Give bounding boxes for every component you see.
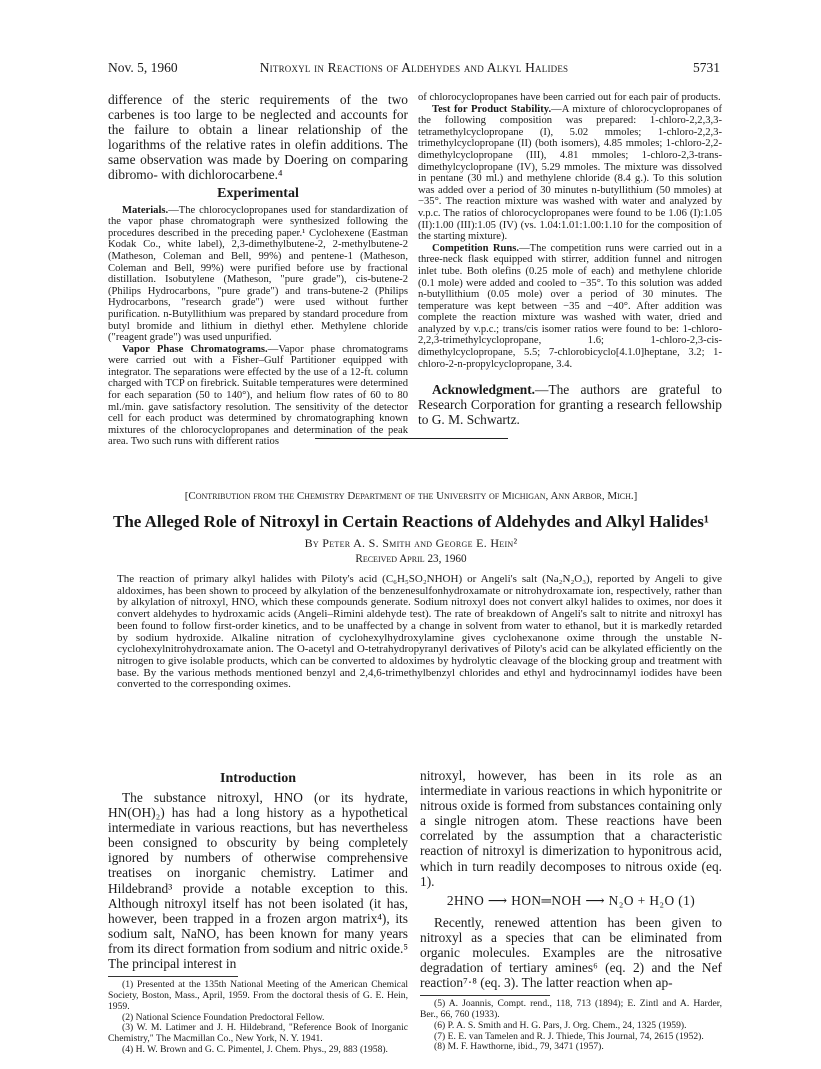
vpc-text: —Vapor phase chromatograms were carried out with a Fisher–Gulf Partitioner equipped with integrator. The separations were effected by the use of a 12-ft. column charged with TCP on firebrick. Suitable temperatures were determined for each separation (50 to 140°), and helium flow rates of 60 to 80 ml./min. gave satisfactory resolution. The sensitivity of the detector cell for each product was determined by chromatographing known mixtures of the chlorocyclopropanes and determination of the peak area. Two such runs with different ratios — [108, 343, 408, 448]
footnote: (5) A. Joannis, Compt. rend., 118, 713 (1894); E. Zintl and A. Harder, Ber., 66, 760 (1933). — [420, 998, 722, 1021]
competition-text: —The competition runs were carried out in a three-neck flask equipped with stirrer, addition funnel and nitrogen inlet tube. Both olefins (0.25 mole of each) and methylene chloride (0.1 mole) were added and cooled to −35°. To this solution was added n-butyllithium (0.05 mole) over a period of 30 minutes. The temperature was kept between −35 and −40°. After addition was complete the reaction mixture was washed with water, dried and analyzed by v.p.c.; trans/cis isomer ratios were found to be: 1-chloro-2,2,3-trimethylcyclopropane, 1.6; 1-chloro-2,3-cis-dimethylcyclopropane, 5.5; 7-chlorobicyclo[4.1.0]heptane, 3.2; 1-chloro-2-n-propylcyclopropane, 3.4. — [418, 242, 722, 370]
running-header — [108, 60, 720, 80]
footnote: (3) W. M. Latimer and J. H. Hildebrand, "Reference Book of Inorganic Chemistry," The Macmillan Co., New York, N. Y. 1941. — [108, 1022, 408, 1045]
footnote: (2) National Science Foundation Predoctoral Fellow. — [122, 1011, 325, 1023]
page-number: 5731 — [693, 60, 720, 75]
article-title: The Alleged Role of Nitroxyl in Certain Reactions of Aldehydes and Alkyl Halides¹ — [112, 512, 710, 531]
discussion-end-paragraph: difference of the steric requirements of the two carbenes is too large to be neglected and accounts for the failure to obtain a linear relationship of the logarithms of the relative rates in olefin additions. The same observation was made by Doering on comparing dibromo- with dichlorocarbene.⁴ — [108, 92, 408, 183]
equation-1: 2HNO ⟶ HON═NOH ⟶ N₂O + H₂O (1) — [446, 892, 696, 908]
contribution-line: [Contribution from the Chemistry Department of the University of Michigan, Ann Arbor, Mich.] — [184, 490, 638, 502]
vpc-label: Vapor Phase Chromatograms. — [122, 343, 268, 355]
materials-paragraph — [108, 205, 408, 344]
top-left-column — [108, 92, 408, 448]
footnote-rule — [420, 995, 550, 996]
continuation-paragraph: of chlorocyclopropanes have been carried out for each pair of products. — [418, 92, 721, 103]
competition-label: Competition Runs. — [432, 242, 520, 254]
acknowledgment-paragraph — [418, 382, 722, 427]
top-right-column — [418, 92, 722, 428]
article-divider — [315, 438, 508, 439]
competition-paragraph — [418, 243, 722, 371]
nitroxyl-paragraph: nitroxyl, however, has been in its role as an intermediate in various reactions in which hyponitrite or nitrous oxide is formed from substances containing only a single nitrogen atom. These reactions have been correlated by the assumption that a characteristic reaction of nitroxyl is dimerization to hyponitrous acid, which in turn readily decomposes to nitrous oxide (eq. 1). — [420, 768, 722, 889]
bottom-left-column — [108, 768, 408, 1056]
experimental-heading: Experimental — [217, 185, 299, 201]
acknowledgment-text: —The authors are grateful to Research Corporation for granting a research fellowship to G. M. Schwartz. — [418, 382, 722, 428]
stability-label: Test for Product Stability. — [432, 103, 552, 115]
footnote: (6) P. A. S. Smith and H. G. Pars, J. Org. Chem., 24, 1325 (1959). — [434, 1019, 687, 1031]
introduction-paragraph: The substance nitroxyl, HNO (or its hydrate, HN(OH)₂) has had a long history as a hypothetical intermediate in various reactions, but has nevertheless been consigned to obscurity by being completely ignored by numbers of otherwise comprehensive treatises on inorganic chemistry. Latimer and Hildebrand³ provide a notable exception to this. Although nitroxyl itself has not been isolated (it has, however, been trapped in a frozen argon matrix⁴), its sodium salt, NaNO, has been known for many years from its direct formation from sodium and nitric oxide.⁵ The principal interest in — [108, 790, 408, 972]
stability-paragraph — [418, 104, 722, 243]
acknowledgment-label: Acknowledgment. — [432, 382, 536, 398]
author-byline: By Peter A. S. Smith and George E. Hein² — [304, 536, 518, 550]
materials-text: —The chlorocyclopropanes used for standardization of the vapor phase chromatograph were synthesized following the procedures described in the preceding paper.¹ Cyclohexene (Eastman Kodak Co., white label), 2,3-dimethylbutene-2, 2-methylbutene-2 (Matheson, Coleman and Bell, 99%) and pentene-1 (Matheson, Coleman and Bell, 99%) were purified before use by fractional distillation. Isobutylene (Matheson, "pure grade"), cis-butene-2 (Philips Hydrocarbons, "pure grade") and trans-butene-2 (Philips Hydrocarbons, "research grade") were used without further purification. n-Butyllithium was prepared by standard procedure from butyl bromide and lithium in diethyl ether. Methylene chloride ("reagent grade") was used unpurified. — [108, 204, 408, 344]
introduction-heading: Introduction — [220, 771, 296, 786]
bottom-right-column — [420, 768, 722, 1053]
materials-label: Materials. — [122, 204, 169, 216]
stability-text: —A mixture of chlorocyclopropanes of the following composition was prepared: 1-chloro-2,2,3,3-tetramethylcyclopropane (I), 5.02 mmoles; 1-chloro-2,2,3-trimethylcyclopropane (II) (both isomers), 4.85 mmoles; 1-chloro-2,2-dimethylcyclopropane (III), 4.81 mmoles; 1-chloro-2,3-trans-dimethylcyclopropane (IV), 5.29 mmoles. The mixture was dissolved in pentane (30 ml.) and methylene chloride (8.4 g.). To this solution was added over a period of 30 minutes n-butyllithium (50 mmoles) at −35°. The reaction mixture was washed with water and analyzed by v.p.c. The ratios of chlorocyclopropanes were found to be 1.06 (I):1.05 (II):1.00 (III):1.05 (IV) (vs. 1.04:1.01:1.00:1.10 for the composition of the starting mixture). — [418, 103, 722, 243]
footnote: (8) M. F. Hawthorne, ibid., 79, 3471 (1957). — [434, 1041, 604, 1053]
vpc-paragraph — [108, 344, 408, 448]
footnote: (4) H. W. Brown and G. C. Pimentel, J. Chem. Phys., 29, 883 (1958). — [122, 1043, 388, 1055]
running-title: Nitroxyl in Reactions of Aldehydes and Alkyl Halides — [259, 60, 569, 75]
received-date: Received April 23, 1960 — [355, 553, 467, 565]
footnote: (1) Presented at the 135th National Meeting of the American Chemical Society, Boston, Mass., April, 1959. From the doctoral thesis of G. E. Hein, 1959. — [108, 979, 408, 1012]
recent-attention-paragraph: Recently, renewed attention has been given to nitroxyl as a species that can be eliminated from organic molecules. Examples are the nitrosative degradation of tertiary amines⁶ (eq. 2) and the Nef reaction⁷·⁸ (eq. 3). The latter reaction when ap- — [420, 914, 722, 991]
issue-date: Nov. 5, 1960 — [108, 60, 178, 75]
footnote: (7) E. E. van Tamelen and R. J. Thiede, This Journal, 74, 2615 (1952). — [434, 1030, 704, 1042]
footnote-rule — [108, 976, 238, 977]
abstract: The reaction of primary alkyl halides with Piloty's acid (C₆H₅SO₂NHOH) or Angeli's salt (Na₂N₂O₃), reported by Angeli to give aldoximes, has been shown to proceed by alkylation of the benzenesulfonhydroxamate or nitrohydroxamate ion, respectively, rather than by alkylation of nitroxyl, HNO, which these compounds generate. Sodium nitroxyl does not convert alkyl halides to oximes, nor does it convert aldehydes to hydroxamic acids (Angeli–Rimini aldehyde test). The rate of breakdown of Angeli's salt to nitrite and nitroxyl has been found to follow first-order kinetics, and to be unaffected by a change in solvent from water to ethanol, but it is markedly retarded by sodium hydroxide. Alkaline nitration of cyclohexylhydroxylamine gives cyclohexanone oxime through the unstable N-cyclohexylnitrohydroxamate anion. The O-acetyl and O-tetrahydropyranyl derivatives of Piloty's acid can be alkylated efficiently on the nitrogen to give isolable products, which can be converted to aldoximes by hydrolytic cleavage of the blocking group and treatment with base. By the various methods mentioned benzyl and 2,4,6-trimethylbenzyl chlorides and ethyl and hydrocinnamyl iodides have been converted to the corresponding oximes. — [117, 573, 722, 691]
